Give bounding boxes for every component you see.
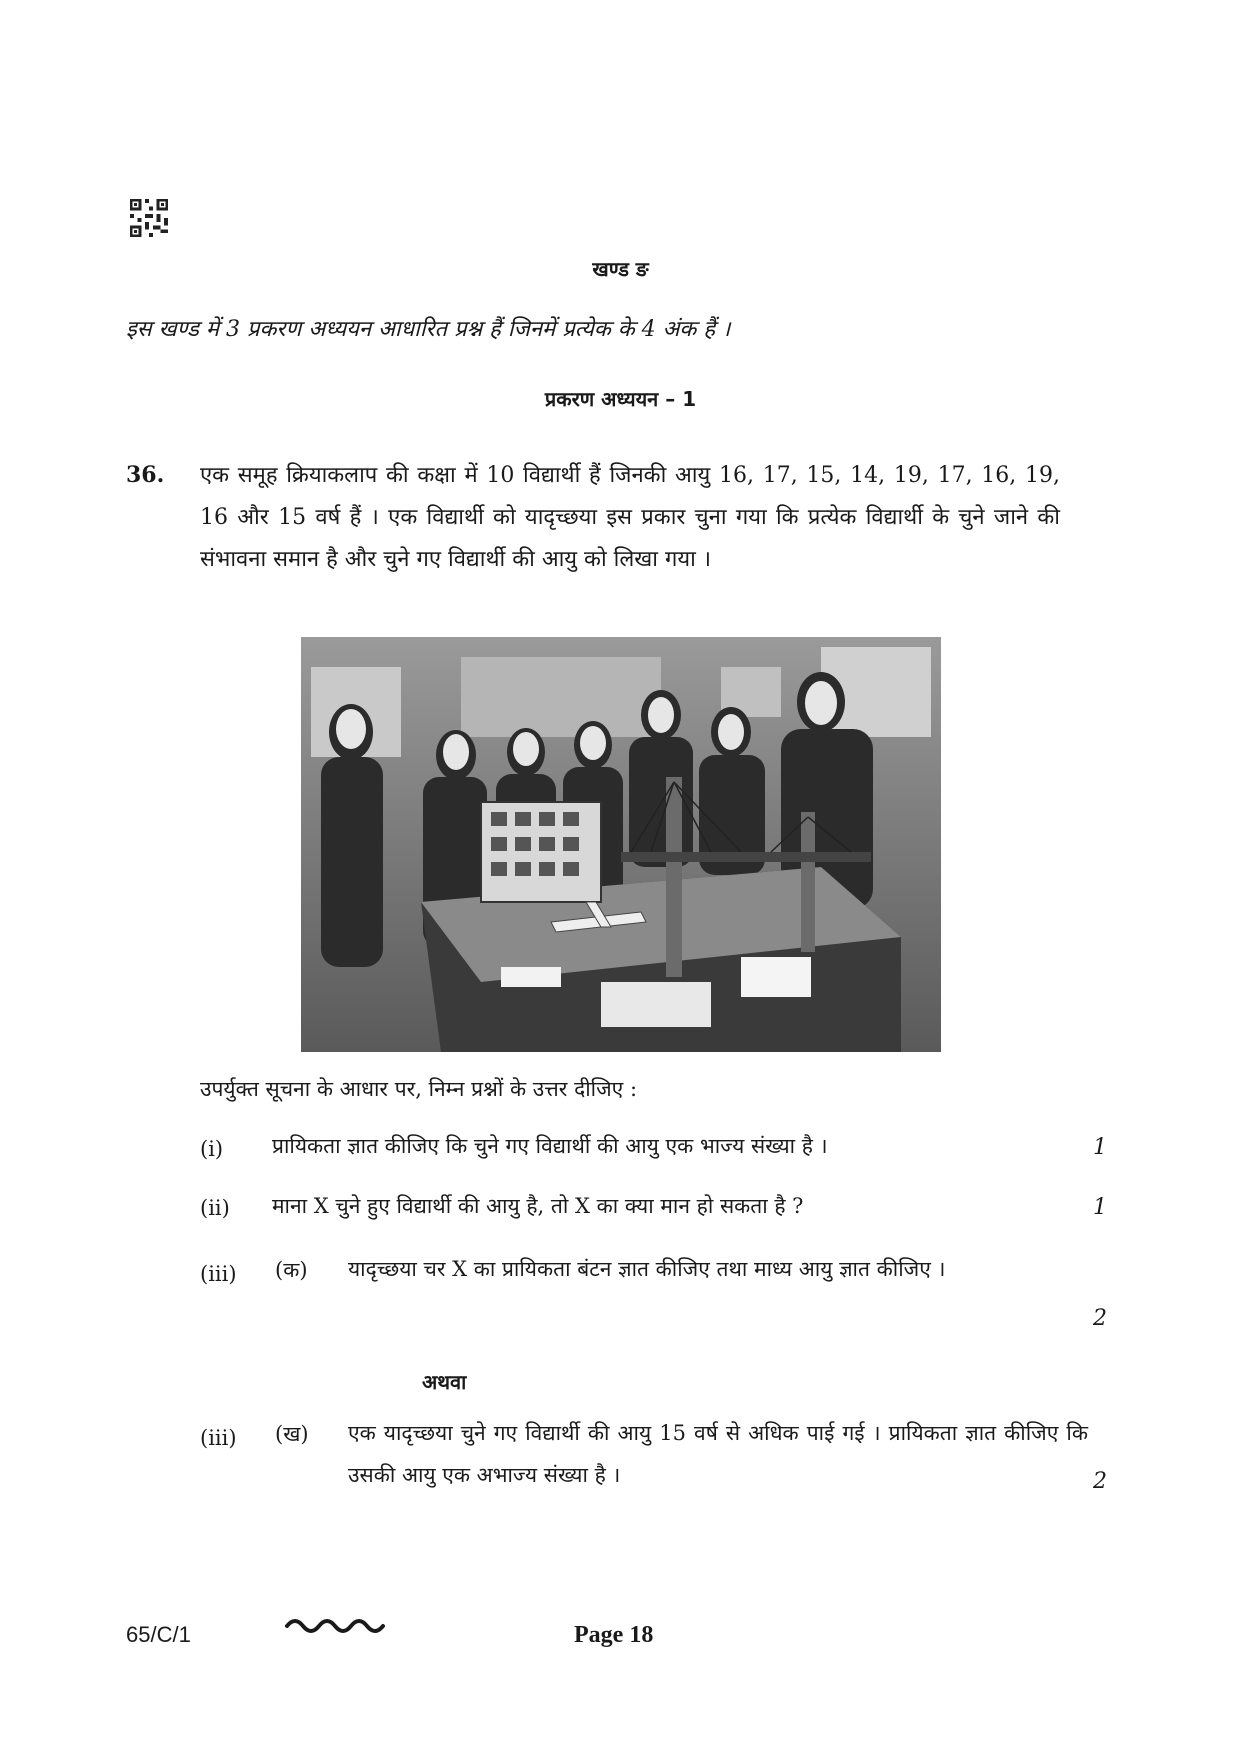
question-marks: 2 — [1093, 1306, 1107, 1331]
questions-lead: उपर्युक्त सूचना के आधार पर, निम्न प्रश्नों के उत्तर दीजिए : — [200, 1077, 638, 1101]
question-roman: (ii) — [200, 1196, 230, 1220]
qr-code-icon — [130, 198, 168, 238]
question-text: एक यादृच्छया चुने गए विद्यार्थी की आयु 15 वर्ष से अधिक पाई गई । प्रायिकता ज्ञात कीजिए कि उसकी आयु एक अभाज्य संख्या है । — [348, 1421, 1088, 1487]
question-text: माना X चुने हुए विद्यार्थी की आयु है, तो X का क्या मान हो सकता है ? — [272, 1194, 804, 1218]
tilde-ornament-icon — [283, 1612, 389, 1636]
question-text: यादृच्छया चर X का प्रायिकता बंटन ज्ञात कीजिए तथा माध्य आयु ज्ञात कीजिए । — [348, 1257, 946, 1281]
question-marks: 1 — [1093, 1135, 1107, 1160]
section-instruction: इस खण्ड में 3 प्रकरण अध्ययन आधारित प्रश्न हैं जिनमें प्रत्येक के 4 अंक हैं । — [126, 317, 731, 342]
section-title: खण्ड ङ — [592, 257, 649, 281]
question-sub-label: (क) — [275, 1258, 308, 1282]
question-marks: 1 — [1093, 1195, 1107, 1220]
question-sub-label: (ख) — [275, 1422, 309, 1446]
question-marks: 2 — [1093, 1469, 1107, 1494]
question-roman: (iii) — [200, 1262, 237, 1286]
paper-code: 65/C/1 — [126, 1622, 191, 1647]
question-roman: (i) — [200, 1137, 224, 1161]
page-number: Page 18 — [574, 1622, 654, 1648]
case-study-text: एक समूह क्रियाकलाप की कक्षा में 10 विद्यार्थी हैं जिनकी आयु 16, 17, 15, 14, 19, 17, 16, 19, 16 और 15 वर्ष हैं । एक विद्यार्थी को यादृच्छया इस प्रकार चुना गया कि प्रत्येक विद्यार्थी के चुने जाने की संभावना समान है और चुने गए विद्यार्थी की आयु को लिखा गया । — [200, 463, 1060, 572]
students-model-photo — [301, 637, 941, 1052]
or-label: अथवा — [422, 1370, 467, 1394]
question-number: 36. — [126, 462, 165, 488]
question-text: प्रायिकता ज्ञात कीजिए कि चुने गए विद्यार्थी की आयु एक भाज्य संख्या है । — [272, 1134, 828, 1158]
question-roman: (iii) — [200, 1426, 237, 1450]
case-study-title: प्रकरण अध्ययन – 1 — [544, 387, 697, 411]
